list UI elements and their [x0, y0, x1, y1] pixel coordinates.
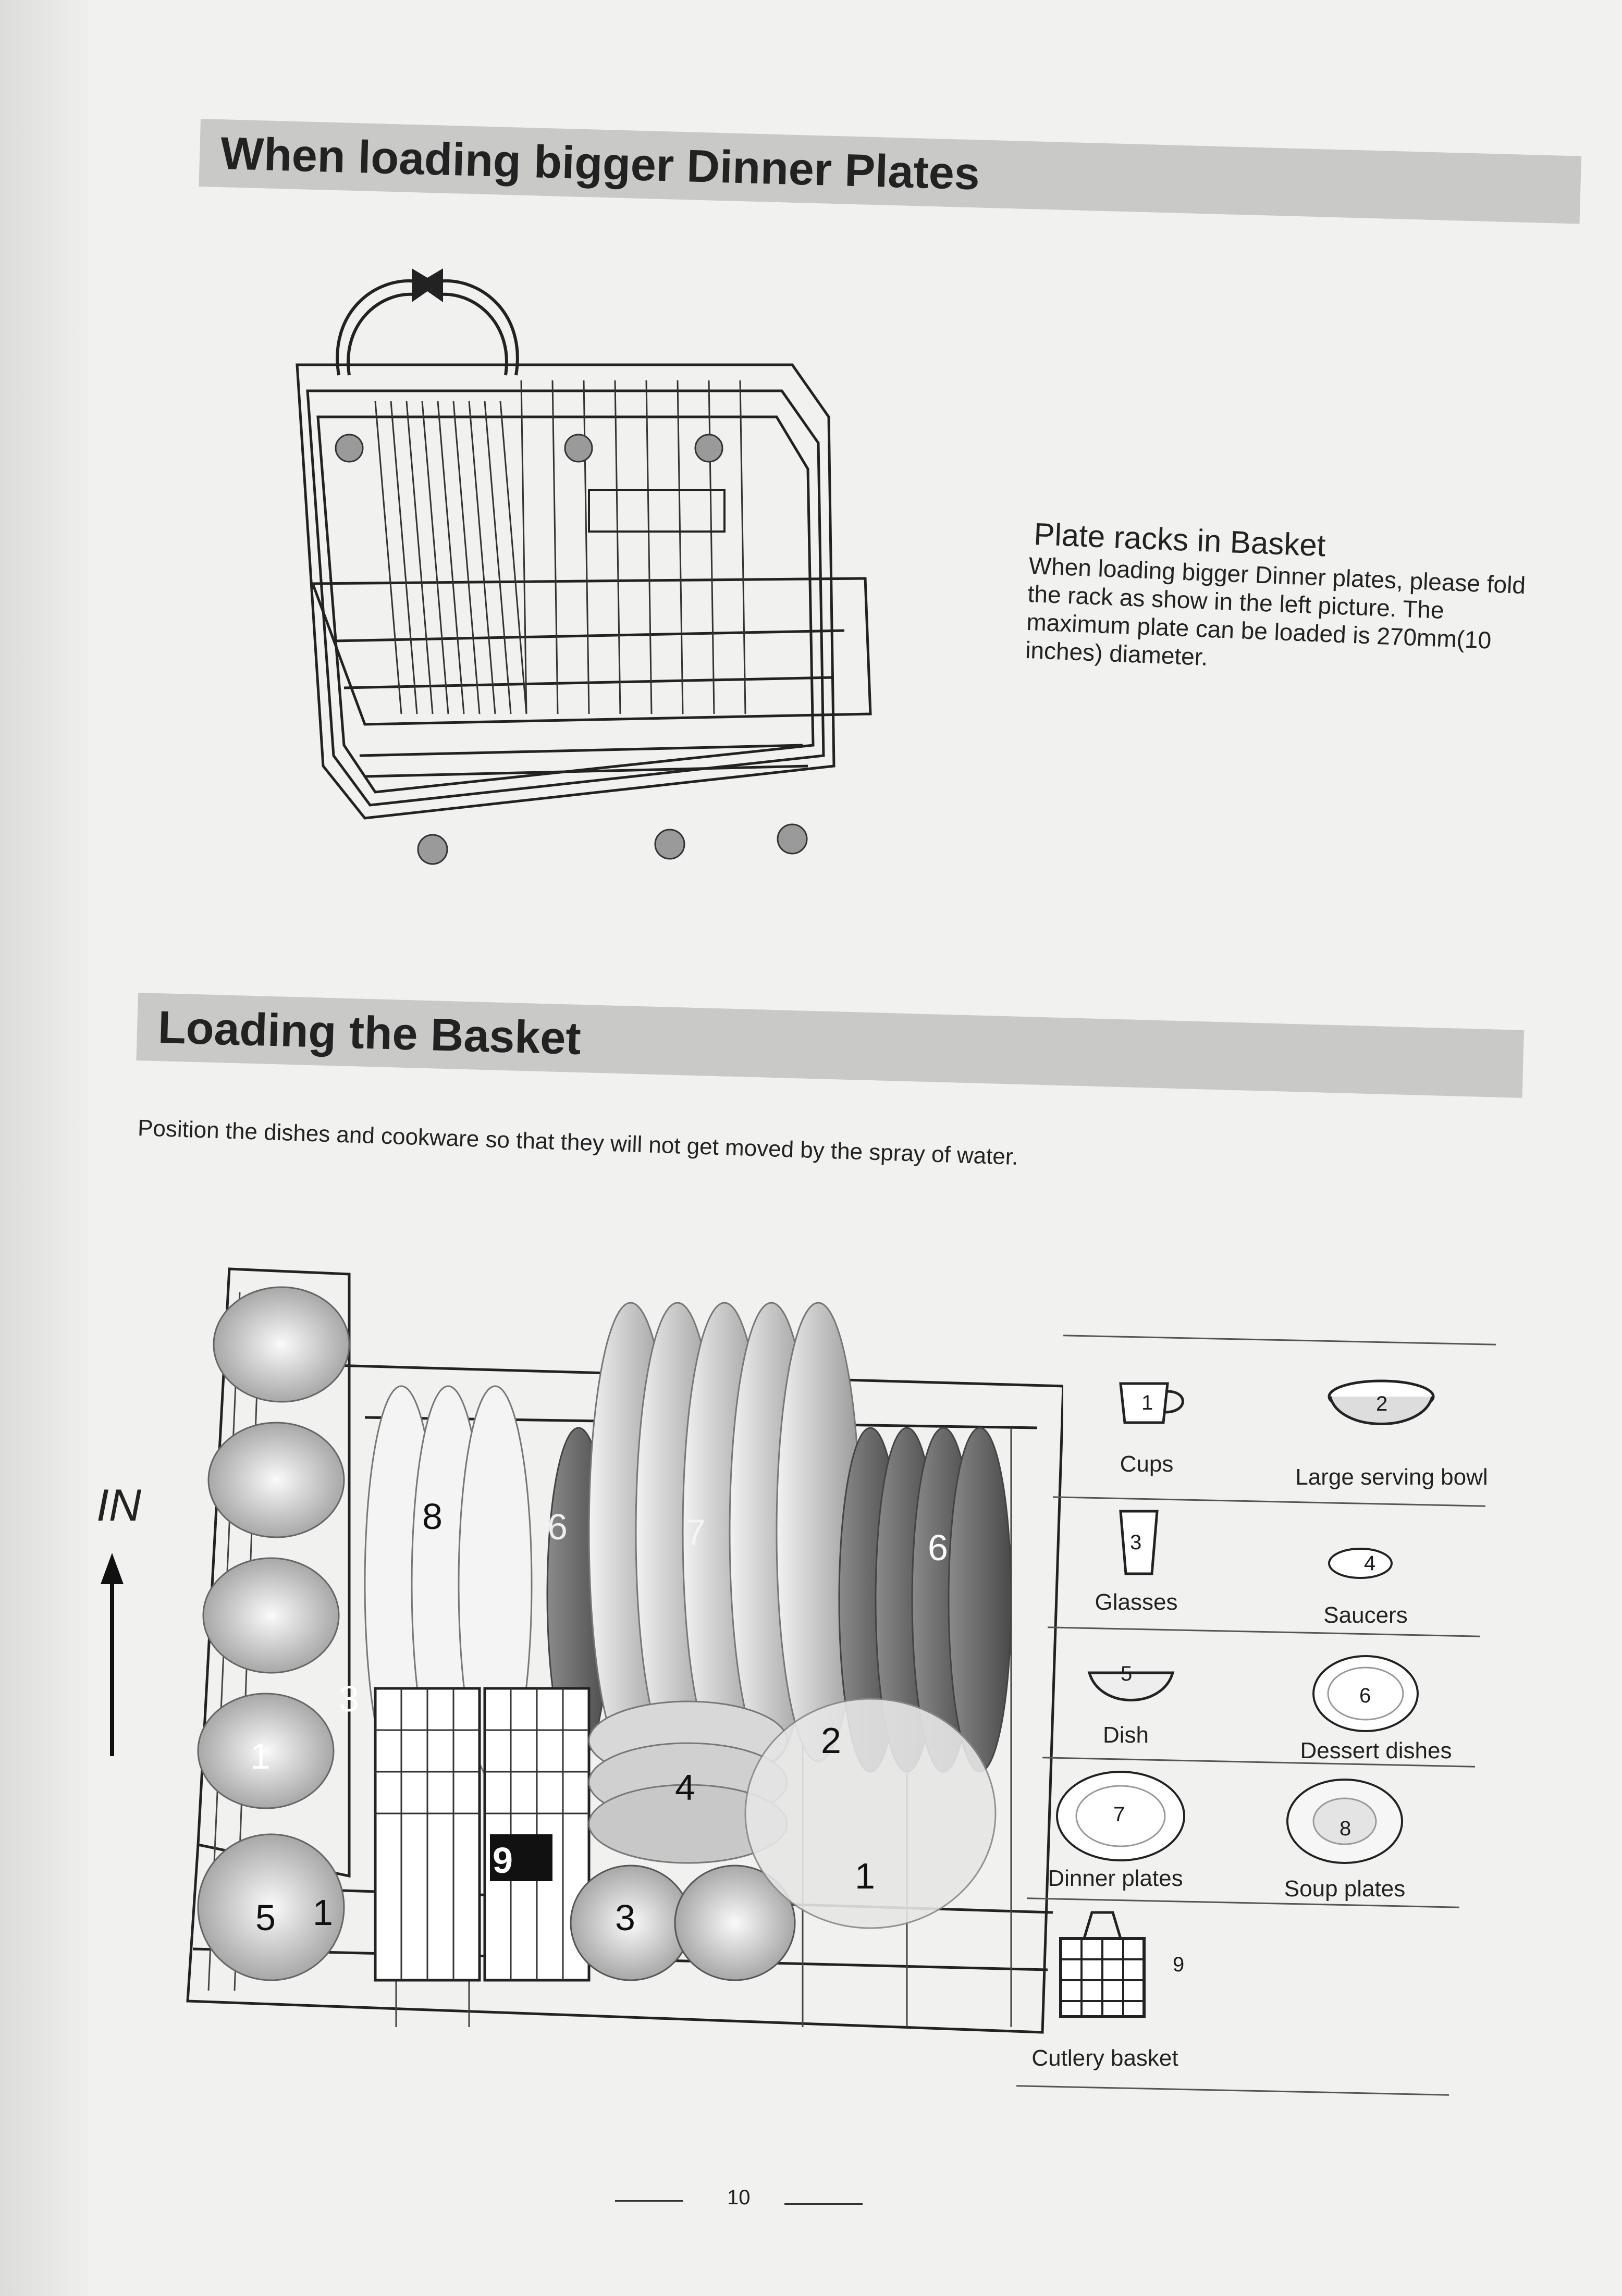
legend-number-6: 6	[1359, 1684, 1371, 1707]
legend-number-9: 9	[1173, 1953, 1185, 1976]
legend-label-dinner-plates: Dinner plates	[1048, 1866, 1183, 1891]
diagram-label-dish: 5	[255, 1897, 276, 1938]
legend-divider	[1063, 1335, 1496, 1345]
diagram-label-dessert-right: 6	[928, 1527, 948, 1568]
page-number: 10	[727, 2186, 751, 2209]
saucer-icon	[1324, 1542, 1397, 1584]
diagram-label-cutlery-basket: 9	[493, 1840, 513, 1881]
legend-divider	[1053, 1496, 1485, 1507]
legend-label-soup-plates: Soup plates	[1284, 1876, 1406, 1902]
diagram-label-cups: 1	[250, 1736, 271, 1776]
diagram-label-cups-right: 1	[855, 1856, 875, 1896]
legend-label-cutlery-basket: Cutlery basket	[1031, 2045, 1178, 2071]
direction-label: IN	[96, 1480, 141, 1530]
diagram-label-saucers: 4	[675, 1767, 695, 1808]
diagram-label-dinner-plates: 7	[685, 1512, 706, 1552]
diagram-label-glasses-lower: 3	[615, 1897, 635, 1938]
legend-number-3: 3	[1130, 1531, 1142, 1554]
upper-basket-illustration	[281, 245, 907, 886]
section-title: When loading bigger Dinner Plates	[219, 127, 981, 200]
plate-racks-title: Plate racks in Basket	[1033, 516, 1326, 563]
footer-rule-left	[615, 2200, 683, 2202]
diagram-label-dessert-left: 6	[547, 1507, 568, 1547]
diagram-label-bowl: 2	[821, 1720, 841, 1761]
section-heading-loading-basket	[136, 993, 1524, 1098]
section-title: Loading the Basket	[157, 1001, 582, 1064]
legend-number-1: 1	[1141, 1391, 1153, 1414]
diagram-label-cups-lower: 1	[313, 1892, 333, 1933]
legend-label-cups: Cups	[1120, 1451, 1174, 1477]
plate-racks-description: When loading bigger Dinner plates, please fold the rack as show in the left picture. The maximum plate can be loaded is 270mm(10 inches) diameter.	[1025, 551, 1527, 671]
legend-number-8: 8	[1340, 1817, 1351, 1840]
cup-icon	[1115, 1376, 1194, 1433]
legend-label-saucers: Saucers	[1323, 1602, 1408, 1628]
diagram-label-glasses: 3	[339, 1678, 359, 1719]
section-heading-bigger-plates	[199, 119, 1581, 224]
legend-label-dish: Dish	[1102, 1722, 1149, 1748]
legend-label-glasses: Glasses	[1095, 1589, 1178, 1615]
legend-label-dessert-dishes: Dessert dishes	[1300, 1738, 1452, 1763]
diagram-label-soup-plates: 8	[422, 1496, 443, 1537]
legend-number-2: 2	[1376, 1392, 1388, 1415]
legend-label-large-serving-bowl: Large serving bowl	[1295, 1464, 1488, 1490]
legend-number-4: 4	[1364, 1552, 1376, 1575]
footer-rule-right	[784, 2203, 863, 2205]
legend-number-5: 5	[1121, 1662, 1133, 1685]
cutlery-basket-icon	[1053, 1907, 1152, 2027]
legend-number-7: 7	[1113, 1803, 1125, 1826]
legend-divider	[1016, 2085, 1449, 2095]
direction-arrow-icon	[96, 1553, 128, 1761]
loading-instructions: Position the dishes and cookware so that they will not get moved by the spray of water.	[137, 1115, 1019, 1170]
